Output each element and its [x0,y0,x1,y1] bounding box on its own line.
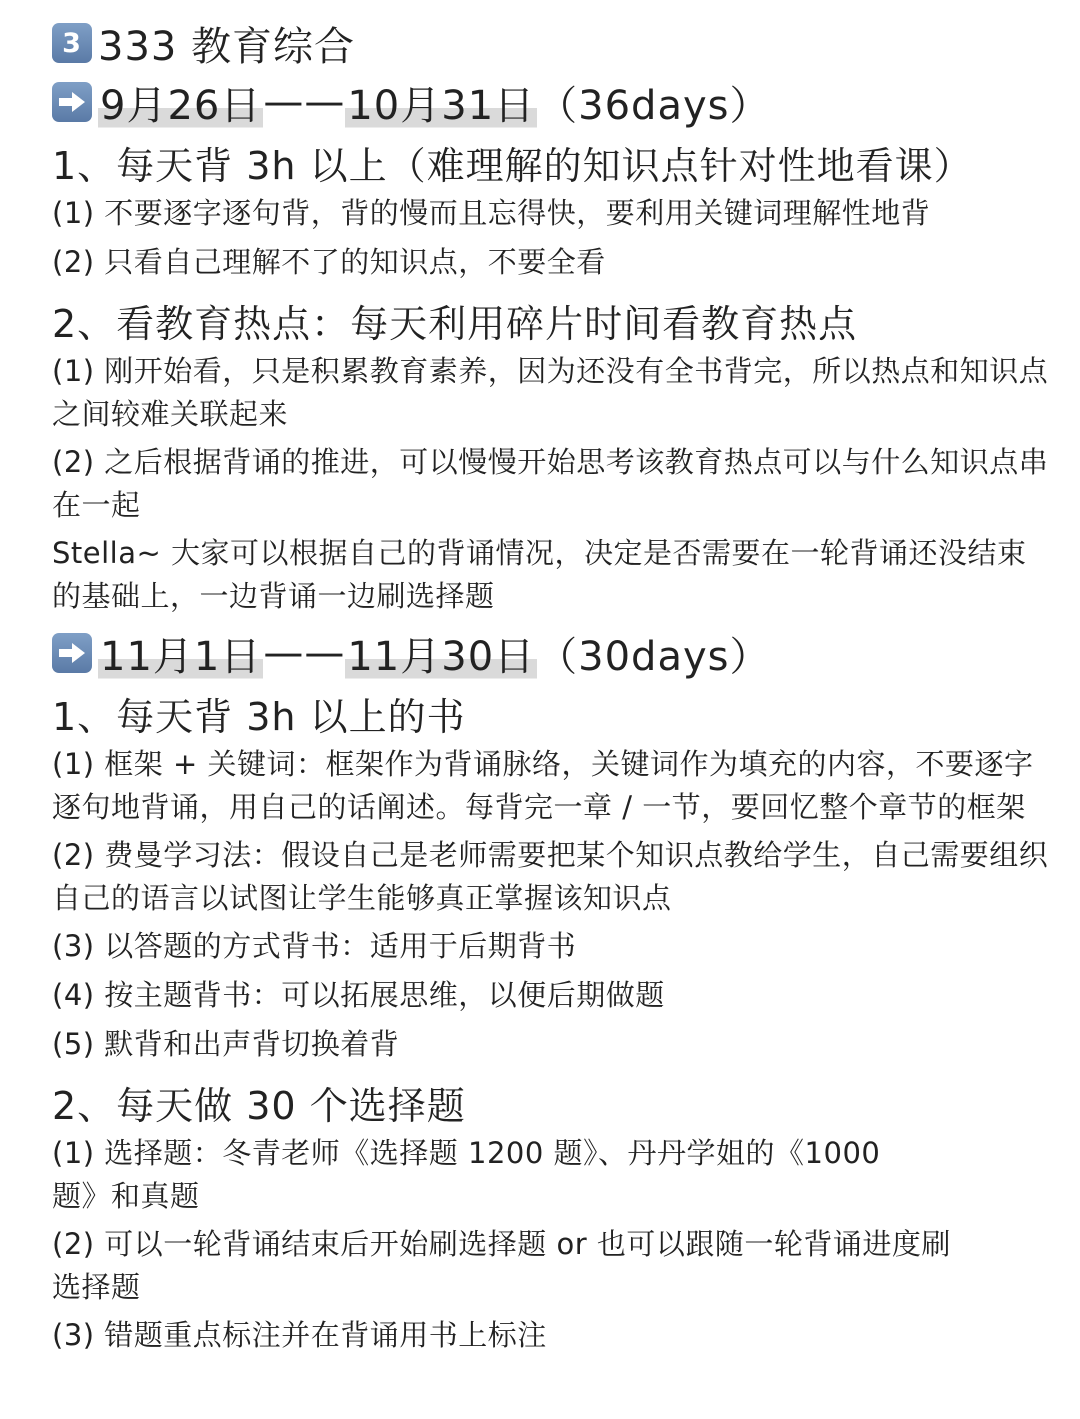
author-note: Stella~ 大家可以根据自己的背诵情况，决定是否需要在一轮背诵还没结束的基础上，一边背诵一边刷选择题 [52,536,1027,613]
list-item: (1) 刚开始看，只是积累教育素养，因为还没有全书背完，所以热点和知识点之间较难关联起来 [52,354,1049,431]
stage1-date-range [52,72,1052,132]
stage1-task2-heading: 2、看教育热点：每天利用碎片时间看教育热点 [52,301,858,346]
stage1-start-date: 9月26日 [98,74,263,131]
stage2-task1-heading: 1、每天背 3h 以上的书 [52,694,466,739]
list-item: (2) 可以一轮背诵结束后开始刷选择题 or 也可以跟随一轮背诵进度刷选择题 [52,1227,951,1304]
stage2-end-date: 11月30日 [345,625,537,682]
list-item: (2) 费曼学习法：假设自己是老师需要把某个知识点教给学生，自己需要组织自己的语言以试图让学生能够真正掌握该知识点 [52,838,1049,915]
list-item: (4) 按主题背书：可以拓展思维，以便后期做题 [52,978,665,1012]
list-item: (2) 只看自己理解不了的知识点，不要全看 [52,245,606,279]
list-item: (1) 不要逐字逐句背，背的慢而且忘得快，要利用关键词理解性地背 [52,196,931,230]
list-item: (1) 选择题：冬青老师《选择题 1200 题》、丹丹学姐的《1000 题》和真题 [52,1136,881,1213]
list-item: (3) 以答题的方式背书：适用于后期背书 [52,929,577,963]
stage1-end-date: 10月31日 [345,74,537,131]
stage2-start-date: 11月1日 [98,625,263,682]
note-title [52,14,1052,72]
stage1-dash: —— [263,79,346,125]
study-plan-note [52,14,1052,1363]
list-item: (2) 之后根据背诵的推进，可以慢慢开始思考该教育热点可以与什么知识点串在一起 [52,445,1049,522]
list-item: (5) 默背和出声背切换着背 [52,1027,400,1061]
stage1-duration: （36days） [537,82,771,129]
list-item: (3) 错题重点标注并在背诵用书上标注 [52,1318,547,1352]
stage2-duration: （30days） [537,633,771,680]
stage1-task1-heading: 1、每天背 3h 以上（难理解的知识点针对性地看课） [52,143,973,188]
title-text: 333 教育综合 [98,23,356,70]
stage2-date-range [52,623,1052,683]
right-arrow-icon [52,82,92,122]
list-item: (1) 框架 + 关键词：框架作为背诵脉络，关键词作为填充的内容，不要逐字逐句地背诵，用自己的话阐述。每背完一章 / 一节，要回忆整个章节的框架 [52,747,1034,824]
stage2-task2-heading: 2、每天做 30 个选择题 [52,1083,466,1128]
stage2-dash: —— [263,630,346,676]
right-arrow-icon [52,633,92,673]
keycap-3-icon: 3 [52,23,92,63]
